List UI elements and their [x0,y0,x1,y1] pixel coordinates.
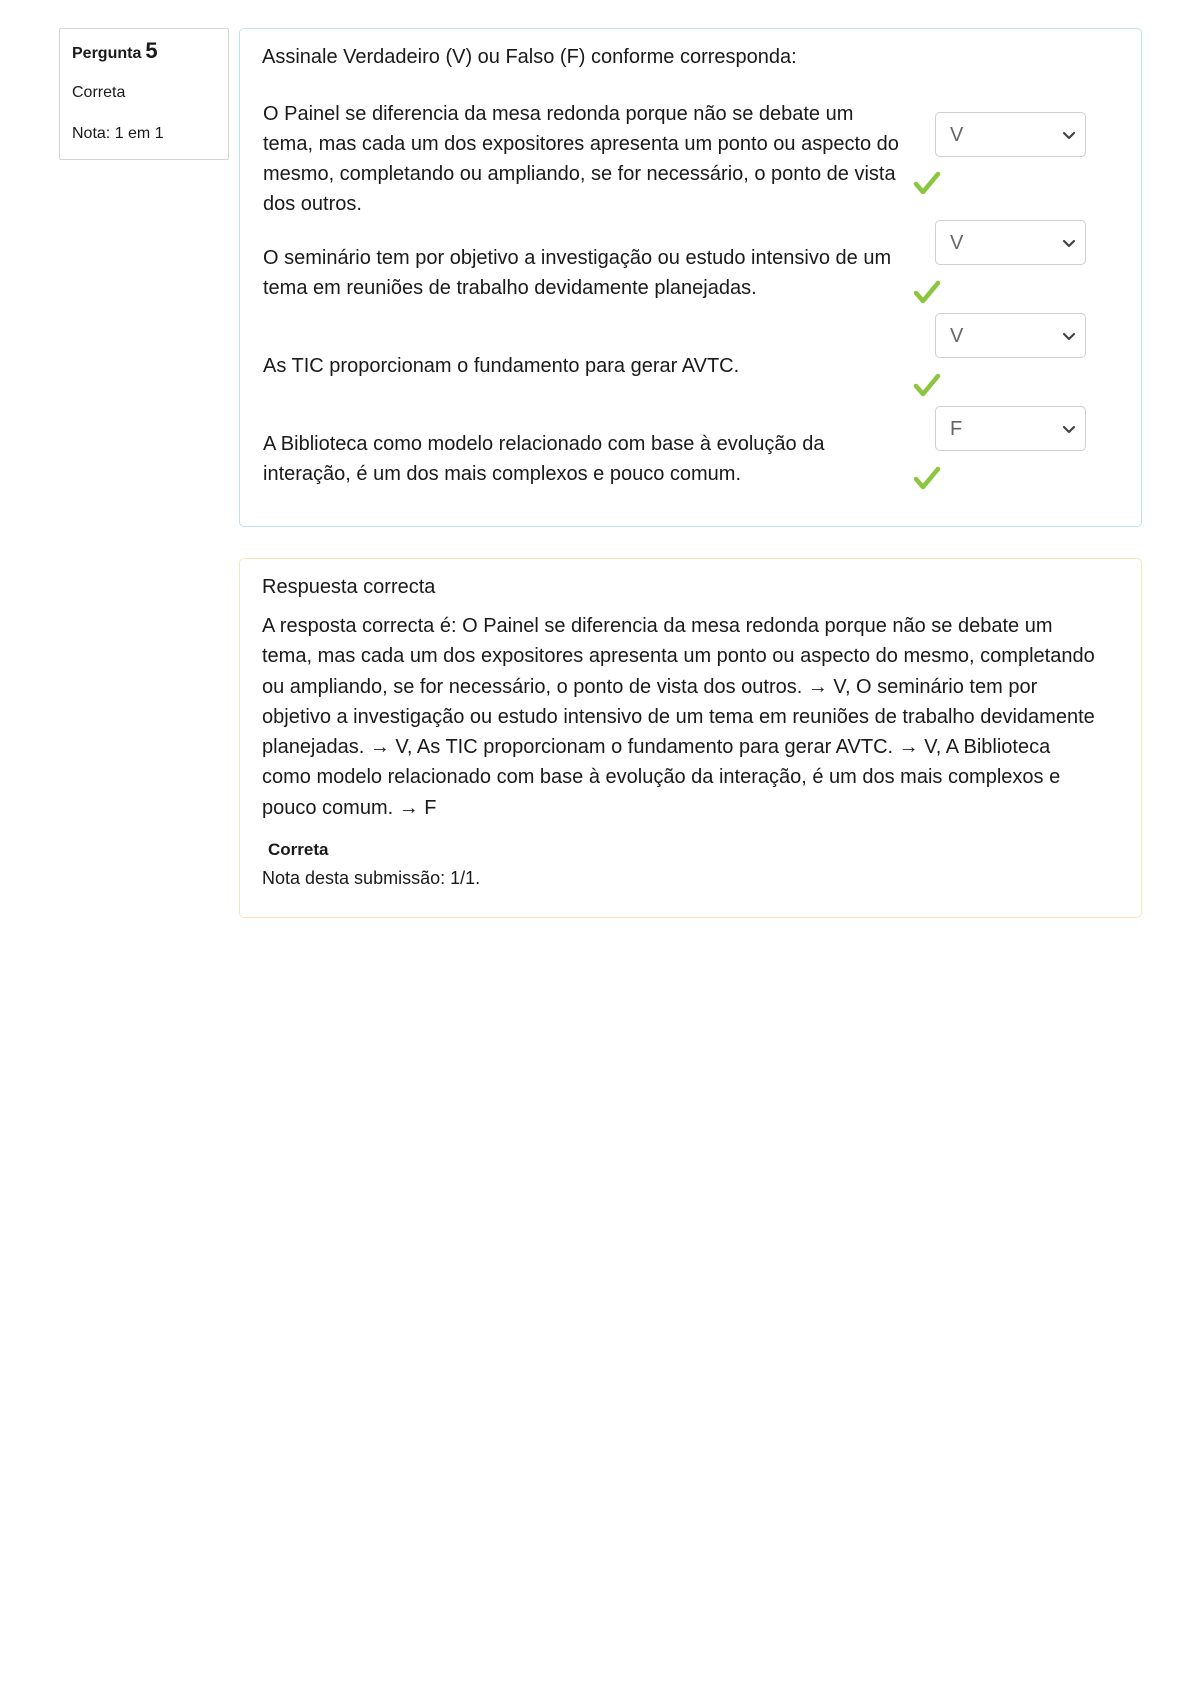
question-grade: Nota: 1 em 1 [72,125,164,142]
submission-grade: Nota desta submissão: 1/1. [262,868,481,888]
check-icon [912,168,942,198]
feedback-title: Respuesta correcta [262,576,436,598]
answer-select-1-value: V [950,124,964,146]
question-state: Correta [72,84,126,101]
submission-state: Correta [268,840,329,859]
chevron-down-icon [1061,127,1077,143]
question-label: Pergunta [72,45,142,62]
statement-1-text: O Painel se diferencia da mesa redonda porque não se debate um tema, mas cada um dos expositores apresenta um ponto ou aspecto do mesmo, completando ou ampliando, se for necessário, o ponto de vista dos outros. [263,103,899,215]
chevron-down-icon [1061,235,1077,251]
chevron-down-icon [1061,328,1077,344]
question-content-box [239,28,1142,527]
check-icon [912,370,942,400]
check-icon [912,277,942,307]
question-info-box [59,28,229,160]
statement-4-text: A Biblioteca como modelo relacionado com base à evolução da interação, é um dos mais complexos e pouco comum. [263,433,825,485]
question-number-heading [72,39,216,63]
answer-select-3[interactable] [935,313,1086,358]
statement-2-text: O seminário tem por objetivo a investigação ou estudo intensivo de um tema em reuniões de trabalho devidamente planejadas. [263,247,892,299]
check-icon [912,463,942,493]
question-number: 5 [145,38,158,63]
answer-select-4[interactable] [935,406,1086,451]
answer-select-1[interactable] [935,112,1086,157]
question-prompt: Assinale Verdadeiro (V) ou Falso (F) conforme corresponda: [262,46,797,68]
chevron-down-icon [1061,421,1077,437]
answer-select-2[interactable] [935,220,1086,265]
answer-select-3-value: V [950,325,964,347]
feedback-box [239,558,1142,918]
answer-select-2-value: V [950,232,964,254]
correct-answer-text: A resposta correcta é: O Painel se diferencia da mesa redonda porque não se debate um tema, mas cada um dos expositores apresenta um ponto ou aspecto do mesmo, completando ou ampliando, se for necessário, o ponto de vista dos outros. → V, O seminário tem por objetivo a investigação ou estudo intensivo de um tema em reuniões de trabalho devidamente planejadas. → V, As TIC proporcionam o fundamento para gerar AVTC. → V, A Biblioteca como modelo relacionado com base à evolução da interação, é um dos mais complexos e pouco comum. → F [262,615,1095,819]
answer-select-4-value: F [950,418,963,440]
statement-3-text: As TIC proporcionam o fundamento para gerar AVTC. [263,355,740,377]
